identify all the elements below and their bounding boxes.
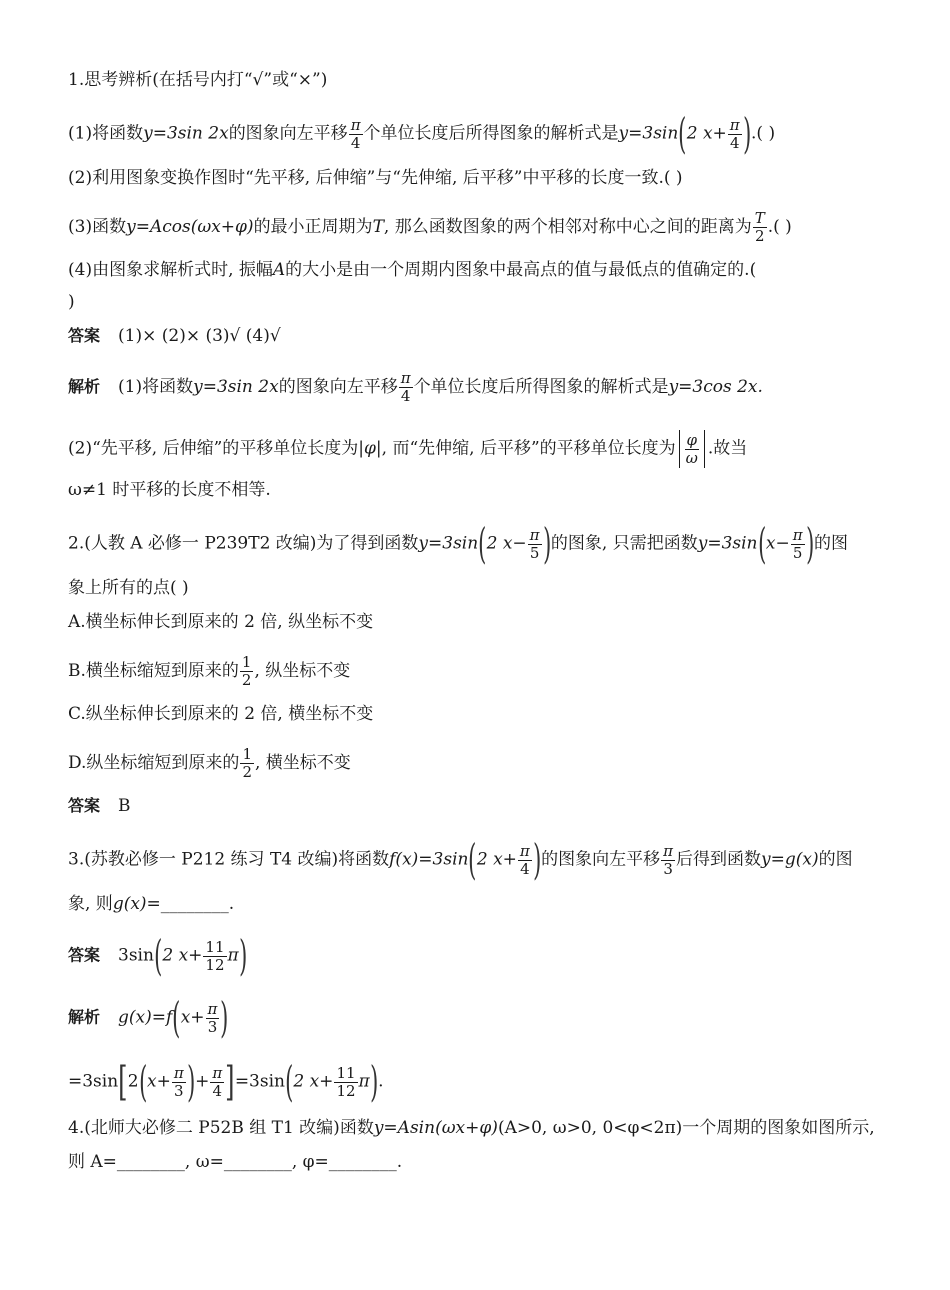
q3-analysis-2: =3sin[2(x+ $\frac{\pi}{3}$ )+ $\frac{\pi}{4}$ ]=3sin(2 x+ $\frac{11}{12}$ π). (68, 1057, 384, 1106)
q2-option-d: D.纵坐标缩短到原来的 $\frac{1}{2}$ , 横坐标不变 (68, 745, 351, 781)
q4-stem-cont: 则 A=________, ω=________, φ=________. (68, 1152, 403, 1172)
q1-item-4: (4)由图象求解析式时, 振幅A的大小是由一个周期内图象中最高点的值与最低点的值确定的.( (68, 260, 757, 280)
q1-answer: 答案 (1)× (2)× (3)√ (4)√ (68, 326, 281, 346)
q2-answer: 答案 B (68, 796, 131, 816)
q2-stem: 2.(人教 A 必修一 P239T2 改编)为了得到函数y=3sin(2 x− $\frac{\pi}{5}$ )的图象, 只需把函数y=3sin(x− $\frac{\pi}{5}$ )的图 (68, 519, 848, 568)
q2-option-b: B.横坐标缩短到原来的 $\frac{1}{2}$ , 纵坐标不变 (68, 653, 351, 689)
q1-item-3: (3)函数y=Acos(ωx+φ)的最小正周期为T, 那么函数图象的两个相邻对称中心之间的距离为 $\frac{T}{2}$ .( ) (68, 209, 792, 245)
q1-item-2: (2)利用图象变换作图时“先平移, 后伸缩”与“先伸缩, 后平移”中平移的长度一致.( ) (68, 168, 683, 188)
q3-stem-cont: 象, 则g(x)=________. (68, 894, 235, 914)
q2-option-a: A.横坐标伸长到原来的 2 倍, 纵坐标不变 (68, 612, 374, 632)
q3-analysis-1: 解析 g(x)=f(x+ $\frac{\pi}{3}$ ) (68, 993, 229, 1042)
q2-stem-cont: 象上所有的点( ) (68, 578, 189, 598)
q1-analysis-2: (2)“先平移, 后伸缩”的平移单位长度为|φ|, 而“先伸缩, 后平移”的平移单位长度为 $\frac{\varphi}{\omega}$ .故当 (68, 430, 748, 467)
q1-item-1: (1)将函数y=3sin 2x的图象向左平移 $\frac{\pi}{4}$ 个单位长度后所得图象的解析式是y=3sin(2 x+ $\frac{\pi}{4}$ ).( ) (68, 109, 776, 158)
q3-stem: 3.(苏教必修一 P212 练习 T4 改编)将函数f(x)=3sin(2 x+ $\frac{\pi}{4}$ )的图象向左平移 $\frac{\pi}{3}$ 后得到函数y=g(x)的图 (68, 835, 853, 884)
q1-analysis-1: 解析 (1)将函数y=3sin 2x的图象向左平移 $\frac{\pi}{4}$ 个单位长度后所得图象的解析式是y=3cos 2x. (68, 369, 763, 405)
q2-option-c: C.纵坐标伸长到原来的 2 倍, 横坐标不变 (68, 704, 374, 724)
q1-title: 1.思考辨析(在括号内打“√”或“×”) (68, 70, 328, 90)
q4-stem: 4.(北师大必修二 P52B 组 T1 改编)函数y=Asin(ωx+φ)(A>0, ω>0, 0<φ<2π)一个周期的图象如图所示, (68, 1118, 875, 1138)
q3-answer: 答案 3sin(2 x+ $\frac{11}{12}$ π) (68, 931, 247, 980)
q1-item-4-cont: ) (68, 292, 75, 312)
q1-analysis-3: ω≠1 时平移的长度不相等. (68, 480, 271, 500)
